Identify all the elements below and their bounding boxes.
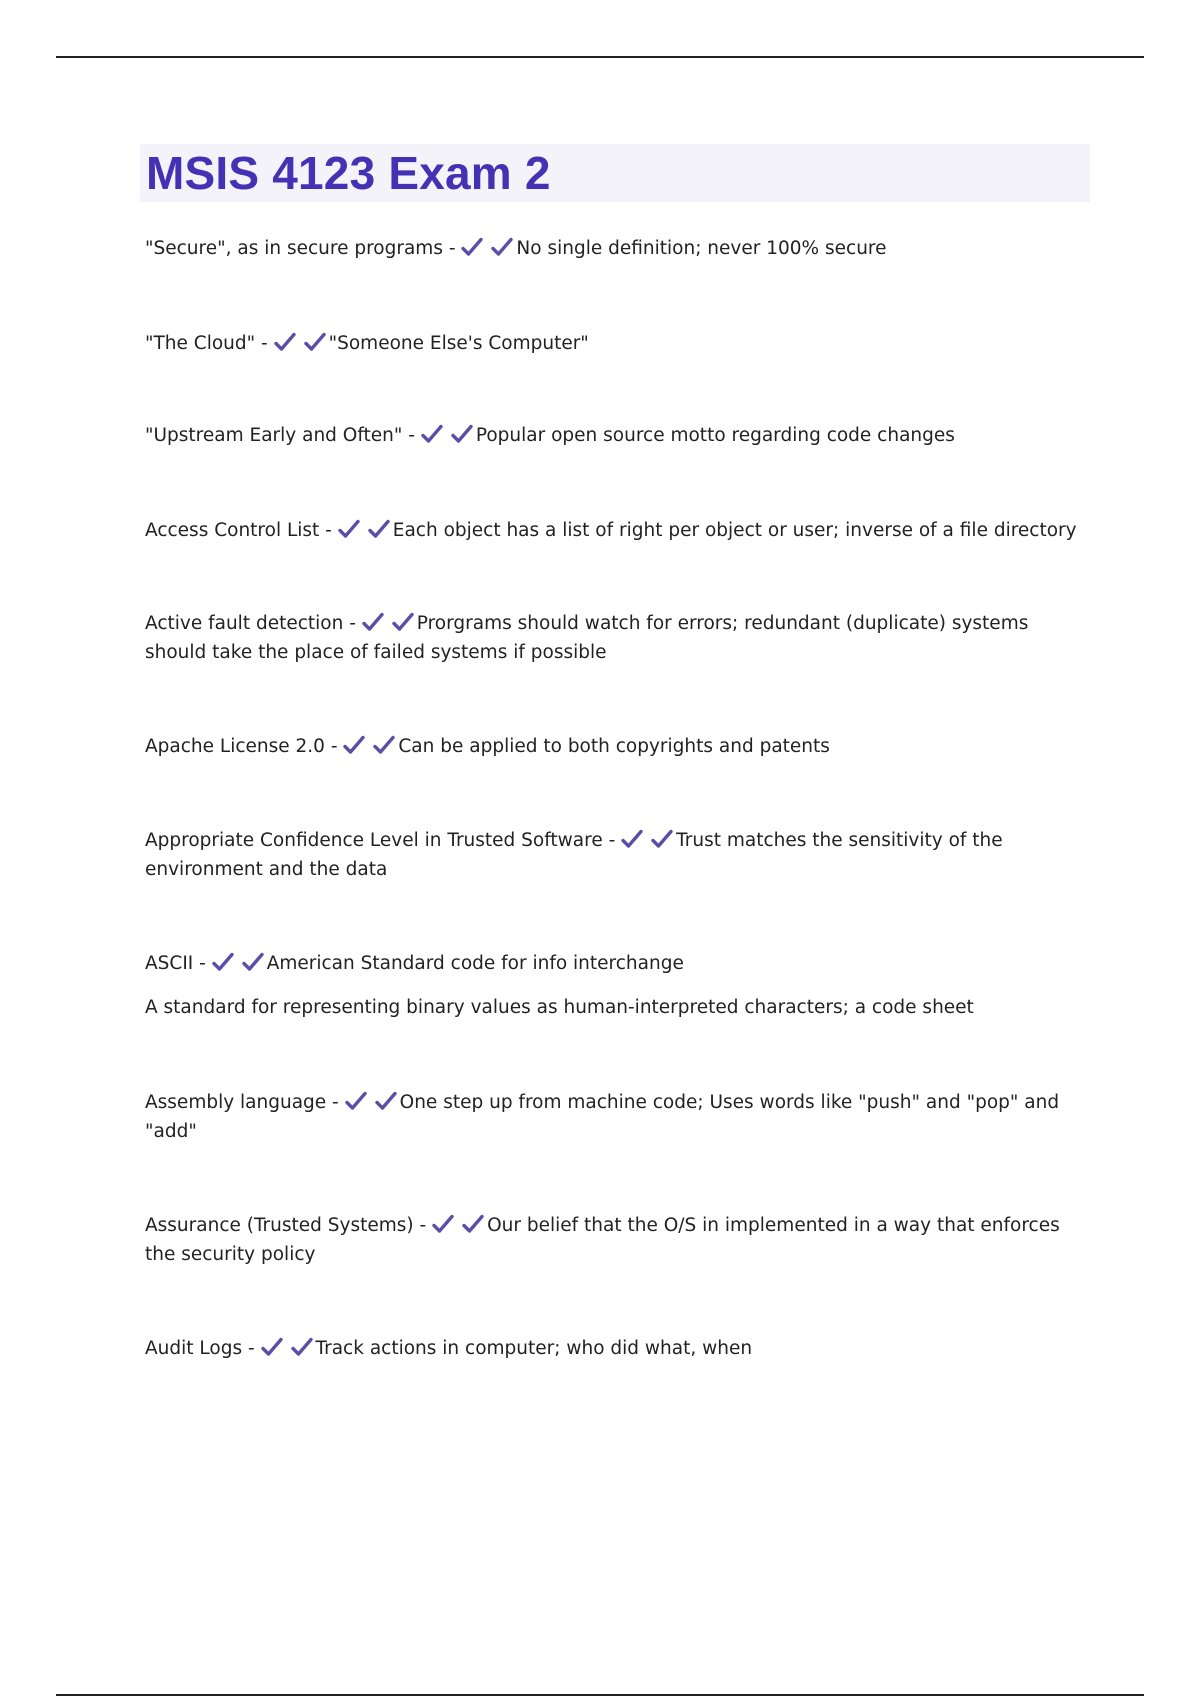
entry-term: Appropriate Confidence Level in Trusted Software - bbox=[145, 830, 616, 851]
flashcard-entry bbox=[145, 421, 1085, 450]
entry-definition: Can be applied to both copyrights and patents bbox=[398, 736, 830, 757]
check-mark-icon bbox=[212, 952, 234, 972]
check-mark-icon bbox=[304, 332, 326, 352]
entry-definition: Each object has a list of right per object or user; inverse of a file directory bbox=[392, 520, 1077, 541]
entry-term: Access Control List - bbox=[145, 520, 332, 541]
entry-definition: No single definition; never 100% secure bbox=[516, 238, 887, 259]
entry-definition: Trust matches the sensitivity of the environment and the data bbox=[145, 830, 1003, 880]
check-mark-icon bbox=[421, 424, 443, 444]
check-mark-icon bbox=[368, 519, 390, 539]
check-mark-icon bbox=[345, 1091, 367, 1111]
check-mark-icon bbox=[392, 612, 414, 632]
check-mark-icon bbox=[375, 1091, 397, 1111]
entry-definition: Prorgrams should watch for errors; redundant (duplicate) systems should take the place of failed systems if possible bbox=[145, 613, 1029, 663]
entry-term: "The Cloud" - bbox=[145, 333, 268, 354]
check-mark-icon bbox=[373, 735, 395, 755]
entry-term: Active fault detection - bbox=[145, 613, 356, 634]
flashcard-entry bbox=[145, 949, 1085, 1022]
check-mark-icon bbox=[362, 612, 384, 632]
entry-term: "Secure", as in secure programs - bbox=[145, 238, 456, 259]
entry-term: Assurance (Trusted Systems) - bbox=[145, 1215, 427, 1236]
check-mark-icon bbox=[343, 735, 365, 755]
check-mark-icon bbox=[651, 829, 673, 849]
flashcard-entry bbox=[145, 329, 1085, 358]
check-mark-icon bbox=[261, 1337, 283, 1357]
entry-term: ASCII - bbox=[145, 953, 206, 974]
check-mark-icon bbox=[621, 829, 643, 849]
check-mark-icon bbox=[432, 1214, 454, 1234]
entry-definition: Popular open source motto regarding code changes bbox=[475, 425, 955, 446]
entry-definition: Track actions in computer; who did what, when bbox=[315, 1338, 753, 1359]
entry-term: "Upstream Early and Often" - bbox=[145, 425, 415, 446]
entry-definition: Our belief that the O/S in implemented in a way that enforces the security policy bbox=[145, 1215, 1060, 1265]
bottom-rule bbox=[56, 1694, 1144, 1696]
flashcard-entry bbox=[145, 732, 1085, 761]
entry-term: Audit Logs - bbox=[145, 1338, 255, 1359]
check-mark-icon bbox=[451, 424, 473, 444]
entry-definition: "Someone Else's Computer" bbox=[328, 333, 589, 354]
flashcard-entry bbox=[145, 609, 1085, 667]
check-mark-icon bbox=[242, 952, 264, 972]
top-rule bbox=[56, 56, 1144, 58]
entry-extra-note: A standard for representing binary values as human-interpreted characters; a code sheet bbox=[145, 997, 974, 1018]
check-mark-icon bbox=[274, 332, 296, 352]
check-mark-icon bbox=[462, 1214, 484, 1234]
check-mark-icon bbox=[491, 237, 513, 257]
flashcard-entry bbox=[145, 1211, 1085, 1269]
entry-term: Apache License 2.0 - bbox=[145, 736, 338, 757]
flashcard-entry bbox=[145, 1334, 1085, 1363]
entry-definition: American Standard code for info interchange bbox=[266, 953, 684, 974]
check-mark-icon bbox=[461, 237, 483, 257]
entry-term: Assembly language - bbox=[145, 1092, 339, 1113]
check-mark-icon bbox=[338, 519, 360, 539]
page-title: MSIS 4123 Exam 2 bbox=[146, 147, 551, 199]
flashcard-entry bbox=[145, 516, 1085, 545]
check-mark-icon bbox=[291, 1337, 313, 1357]
entry-definition: One step up from machine code; Uses words like "push" and "pop" and "add" bbox=[145, 1092, 1060, 1142]
flashcard-entry bbox=[145, 826, 1085, 884]
flashcard-entry bbox=[145, 1088, 1085, 1146]
flashcard-entry bbox=[145, 234, 1085, 263]
